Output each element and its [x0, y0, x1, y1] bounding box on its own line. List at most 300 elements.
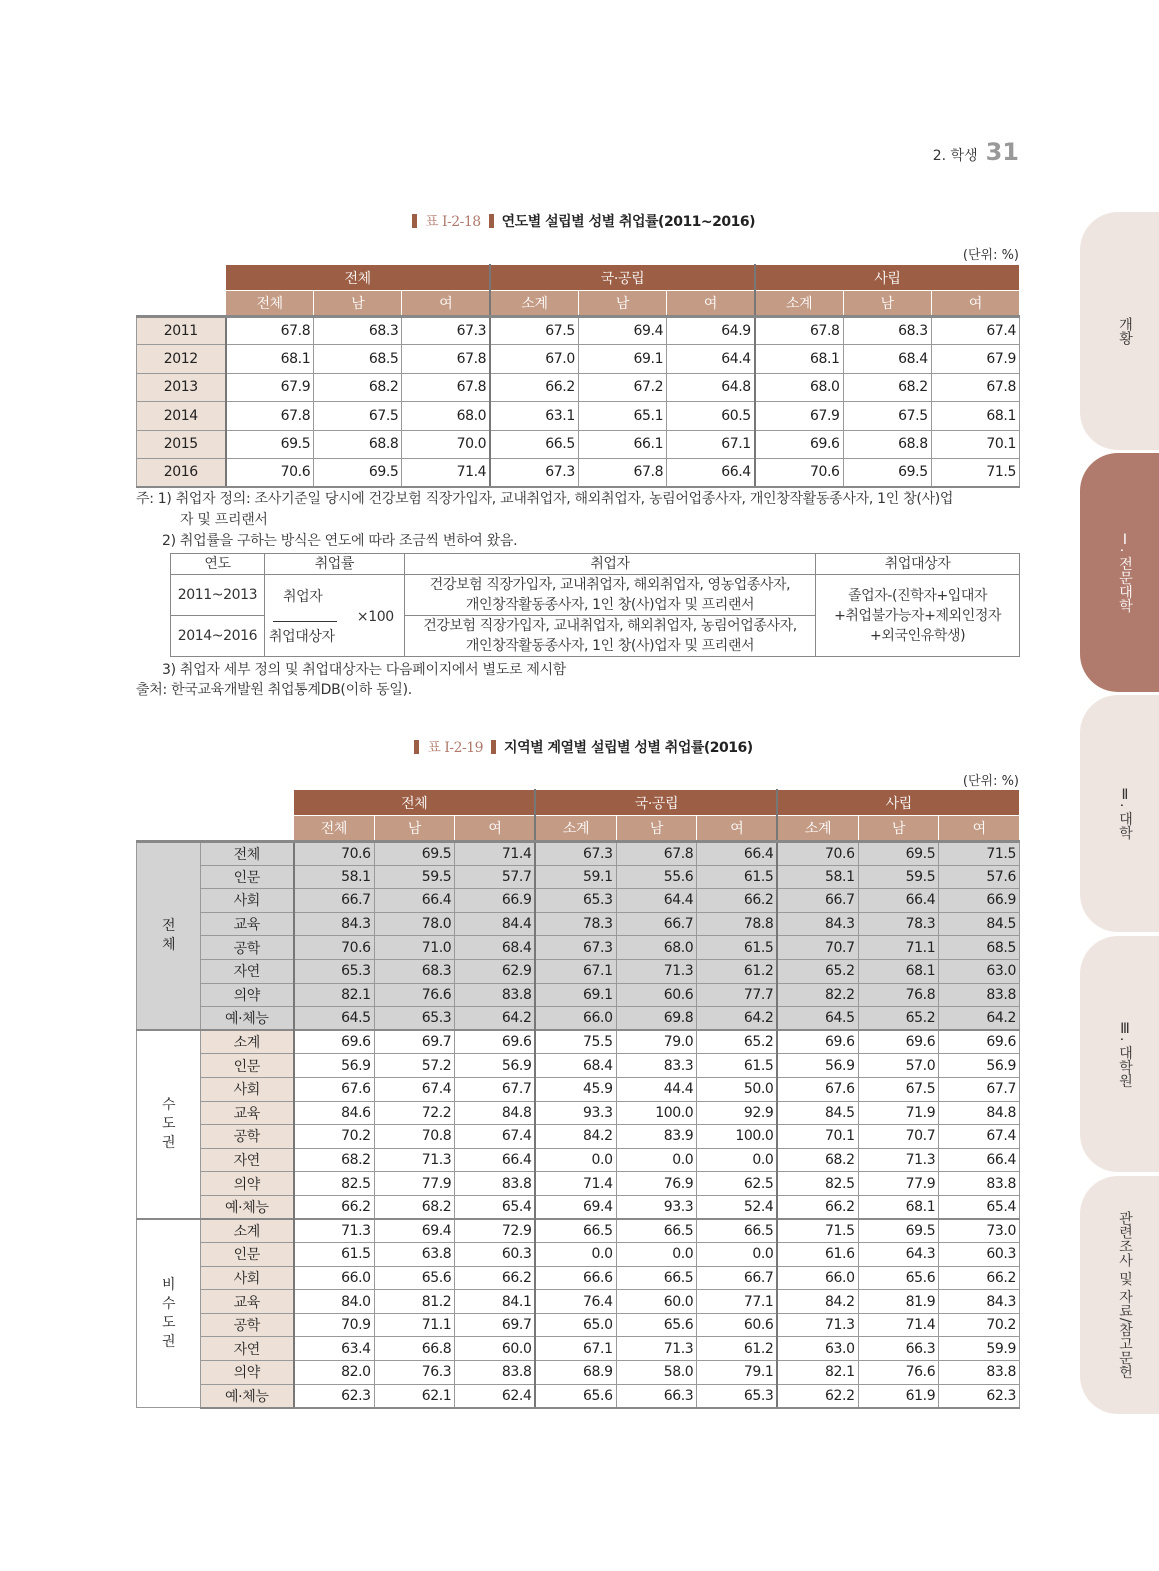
value-cell: 67.6: [294, 1077, 375, 1101]
value-cell: 69.5: [314, 458, 402, 486]
value-cell: 66.0: [535, 1007, 616, 1031]
source-note: 출처: 한국교육개발원 취업통계DB(이하 동일).: [136, 682, 412, 698]
value-cell: 84.2: [777, 1290, 858, 1314]
value-cell: 60.6: [697, 1313, 778, 1337]
value-cell: 67.8: [578, 458, 666, 486]
value-cell: 65.6: [374, 1266, 455, 1290]
value-cell: 84.2: [535, 1125, 616, 1149]
employed-def-2: [404, 616, 815, 657]
value-cell: 77.9: [858, 1172, 939, 1196]
column-header: 남: [374, 816, 455, 842]
note1-line1: 주: 1) 취업자 정의: 조사기준일 당시에 건강보험 직장가입자, 교내취업자, 해외취업자, 농림어업종사자, 개인창작활동종사자, 1인 창(사)업: [136, 491, 954, 507]
value-cell: 70.6: [777, 842, 858, 866]
value-cell: 67.4: [931, 317, 1019, 345]
formula-denominator: 취업대상자: [268, 629, 335, 645]
table1-unit: (단위: %): [962, 248, 1019, 263]
value-cell: 68.1: [755, 345, 843, 373]
value-cell: 65.3: [535, 889, 616, 913]
side-tab-5[interactable]: [1080, 1176, 1159, 1414]
value-cell: 84.8: [455, 1101, 536, 1125]
value-cell: 56.9: [294, 1054, 375, 1078]
field-label: 자연: [201, 1148, 294, 1172]
value-cell: 59.1: [535, 865, 616, 889]
value-cell: 76.6: [858, 1361, 939, 1385]
value-cell: 58.1: [294, 865, 375, 889]
caption-bar-left: [414, 740, 419, 754]
side-tab-label: Ⅰ. 전문대학: [1117, 532, 1133, 613]
value-cell: 77.9: [374, 1172, 455, 1196]
value-cell: 66.4: [939, 1148, 1020, 1172]
value-cell: 68.0: [755, 373, 843, 401]
value-cell: 60.5: [667, 402, 755, 430]
value-cell: 68.3: [843, 317, 931, 345]
inner-header-target: 취업대상자: [816, 554, 1020, 575]
value-cell: 64.2: [455, 1007, 536, 1031]
value-cell: 65.2: [858, 1007, 939, 1031]
side-tab-3[interactable]: [1080, 695, 1159, 932]
value-cell: 75.5: [535, 1030, 616, 1054]
field-label: 인문: [201, 865, 294, 889]
value-cell: 66.1: [578, 430, 666, 458]
table-row: [137, 1290, 1020, 1314]
employed-def-1-line1: 건강보험 직장가입자, 교내취업자, 해외취업자, 영농업종사자,: [429, 577, 791, 593]
value-cell: 69.6: [939, 1030, 1020, 1054]
page-header: [933, 138, 1019, 166]
column-header: 남: [843, 291, 931, 317]
value-cell: 83.8: [939, 983, 1020, 1007]
value-cell: 56.9: [777, 1054, 858, 1078]
target-def-line2: +취업불가능자+제외인정자: [834, 607, 1002, 624]
value-cell: 66.7: [697, 1266, 778, 1290]
value-cell: 55.6: [616, 865, 697, 889]
value-cell: 82.1: [777, 1361, 858, 1385]
value-cell: 71.3: [616, 959, 697, 983]
field-label: 공학: [201, 1125, 294, 1149]
value-cell: 69.5: [226, 430, 314, 458]
value-cell: 67.3: [535, 936, 616, 960]
value-cell: 70.7: [777, 936, 858, 960]
value-cell: 68.8: [314, 430, 402, 458]
value-cell: 62.3: [294, 1384, 375, 1408]
value-cell: 65.3: [374, 1007, 455, 1031]
value-cell: 60.3: [455, 1243, 536, 1267]
value-cell: 62.5: [697, 1172, 778, 1196]
value-cell: 63.0: [939, 959, 1020, 983]
value-cell: 71.3: [616, 1337, 697, 1361]
value-cell: 65.3: [697, 1384, 778, 1408]
value-cell: 68.9: [535, 1361, 616, 1385]
value-cell: 70.0: [402, 430, 490, 458]
value-cell: 83.8: [939, 1361, 1020, 1385]
value-cell: 67.8: [226, 317, 314, 345]
value-cell: 68.5: [314, 345, 402, 373]
year-label: 2012: [137, 345, 226, 373]
value-cell: 69.5: [858, 1219, 939, 1243]
value-cell: 79.0: [616, 1030, 697, 1054]
value-cell: 64.3: [858, 1243, 939, 1267]
value-cell: 66.4: [374, 889, 455, 913]
value-cell: 65.6: [858, 1266, 939, 1290]
value-cell: 66.7: [294, 889, 375, 913]
formula-table: [170, 553, 1020, 657]
inner-header-year: 연도: [171, 554, 265, 575]
value-cell: 69.6: [858, 1030, 939, 1054]
value-cell: 67.7: [939, 1077, 1020, 1101]
value-cell: 71.4: [455, 842, 536, 866]
note2: 2) 취업률을 구하는 방식은 연도에 따라 조금씩 변하여 왔음.: [162, 533, 518, 549]
value-cell: 70.6: [226, 458, 314, 486]
table1-title: 연도별 설립별 성별 취업률(2011~2016): [501, 214, 756, 230]
value-cell: 67.3: [535, 842, 616, 866]
employed-def-1: [404, 575, 815, 616]
value-cell: 62.2: [777, 1384, 858, 1408]
value-cell: 84.3: [777, 912, 858, 936]
column-header: 여: [667, 291, 755, 317]
table-row: [137, 373, 1020, 401]
value-cell: 61.2: [697, 959, 778, 983]
value-cell: 84.4: [455, 912, 536, 936]
value-cell: 68.4: [455, 936, 536, 960]
value-cell: 64.5: [294, 1007, 375, 1031]
value-cell: 77.1: [697, 1290, 778, 1314]
value-cell: 64.5: [777, 1007, 858, 1031]
value-cell: 68.0: [616, 936, 697, 960]
value-cell: 68.4: [535, 1054, 616, 1078]
value-cell: 83.8: [455, 1172, 536, 1196]
value-cell: 67.8: [931, 373, 1019, 401]
table-row: [137, 983, 1020, 1007]
value-cell: 100.0: [697, 1125, 778, 1149]
table-row: [137, 1266, 1020, 1290]
value-cell: 60.3: [939, 1243, 1020, 1267]
column-header: 여: [939, 816, 1020, 842]
value-cell: 66.9: [939, 889, 1020, 913]
value-cell: 66.5: [616, 1219, 697, 1243]
value-cell: 100.0: [616, 1101, 697, 1125]
group-header: 국·공립: [490, 265, 755, 291]
value-cell: 67.3: [490, 458, 578, 486]
value-cell: 68.2: [314, 373, 402, 401]
field-label: 예·체능: [201, 1195, 294, 1219]
value-cell: 72.9: [455, 1219, 536, 1243]
field-label: 의약: [201, 983, 294, 1007]
value-cell: 76.6: [374, 983, 455, 1007]
value-cell: 67.8: [402, 345, 490, 373]
table-row: [137, 1172, 1020, 1196]
column-header: 전체: [294, 816, 375, 842]
value-cell: 44.4: [616, 1077, 697, 1101]
value-cell: 67.5: [314, 402, 402, 430]
value-cell: 66.4: [697, 842, 778, 866]
value-cell: 66.2: [455, 1266, 536, 1290]
rate-formula: [264, 575, 404, 657]
table-row: [137, 842, 1020, 866]
value-cell: 68.8: [843, 430, 931, 458]
formula-numerator: 취업자: [282, 589, 323, 605]
side-tab-label: 관련조사 및 자료/참고문헌: [1117, 1211, 1133, 1379]
value-cell: 67.4: [374, 1077, 455, 1101]
inner-header-employed: 취업자: [404, 554, 815, 575]
value-cell: 58.0: [616, 1361, 697, 1385]
value-cell: 69.1: [535, 983, 616, 1007]
value-cell: 71.5: [777, 1219, 858, 1243]
value-cell: 83.8: [455, 1361, 536, 1385]
value-cell: 66.0: [294, 1266, 375, 1290]
value-cell: 61.5: [697, 865, 778, 889]
value-cell: 65.4: [939, 1195, 1020, 1219]
value-cell: 68.0: [402, 402, 490, 430]
value-cell: 65.2: [777, 959, 858, 983]
value-cell: 66.4: [455, 1148, 536, 1172]
table2-code: 표 Ⅰ-2-19: [427, 740, 484, 756]
value-cell: 60.0: [455, 1337, 536, 1361]
table1: [136, 264, 1020, 488]
value-cell: 67.2: [578, 373, 666, 401]
value-cell: 65.0: [535, 1313, 616, 1337]
value-cell: 71.4: [402, 458, 490, 486]
value-cell: 66.8: [374, 1337, 455, 1361]
value-cell: 82.0: [294, 1361, 375, 1385]
side-tab-label: Ⅱ. 대학: [1117, 787, 1133, 840]
value-cell: 63.1: [490, 402, 578, 430]
table-row: [137, 345, 1020, 373]
value-cell: 67.9: [226, 373, 314, 401]
section-label: 2. 학생: [932, 148, 978, 164]
column-header: 소계: [755, 291, 843, 317]
value-cell: 66.0: [777, 1266, 858, 1290]
value-cell: 69.5: [374, 842, 455, 866]
column-header: 남: [578, 291, 666, 317]
formula-multiplier: ×100: [356, 609, 394, 625]
side-tab-label: 개황: [1117, 317, 1133, 345]
value-cell: 52.4: [697, 1195, 778, 1219]
value-cell: 81.9: [858, 1290, 939, 1314]
caption-bar-right: [489, 214, 494, 228]
value-cell: 65.4: [455, 1195, 536, 1219]
value-cell: 83.9: [616, 1125, 697, 1149]
value-cell: 66.2: [939, 1266, 1020, 1290]
value-cell: 61.6: [777, 1243, 858, 1267]
field-label: 전체: [201, 842, 294, 866]
value-cell: 65.3: [294, 959, 375, 983]
value-cell: 84.3: [294, 912, 375, 936]
side-tab-4[interactable]: [1080, 936, 1159, 1172]
value-cell: 61.5: [697, 936, 778, 960]
value-cell: 82.5: [777, 1172, 858, 1196]
value-cell: 70.9: [294, 1313, 375, 1337]
value-cell: 68.4: [843, 345, 931, 373]
value-cell: 69.6: [294, 1030, 375, 1054]
value-cell: 66.4: [858, 889, 939, 913]
year-label: 2016: [137, 458, 226, 486]
table-row: [137, 1148, 1020, 1172]
year-label: 2011: [137, 317, 226, 345]
value-cell: 67.5: [843, 402, 931, 430]
value-cell: 66.7: [616, 912, 697, 936]
value-cell: 71.4: [858, 1313, 939, 1337]
value-cell: 68.2: [374, 1195, 455, 1219]
column-header: 여: [697, 816, 778, 842]
value-cell: 70.2: [939, 1313, 1020, 1337]
value-cell: 69.6: [455, 1030, 536, 1054]
value-cell: 61.2: [697, 1337, 778, 1361]
value-cell: 67.3: [402, 317, 490, 345]
value-cell: 78.3: [535, 912, 616, 936]
table1-code: 표 Ⅰ-2-18: [424, 214, 481, 230]
year-label: 2014: [137, 402, 226, 430]
value-cell: 73.0: [939, 1219, 1020, 1243]
value-cell: 68.1: [931, 402, 1019, 430]
side-tab-1[interactable]: [1080, 212, 1159, 450]
table2-title: 지역별 계열별 설립별 성별 취업률(2016): [504, 740, 753, 756]
value-cell: 70.1: [931, 430, 1019, 458]
value-cell: 0.0: [616, 1148, 697, 1172]
value-cell: 70.8: [374, 1125, 455, 1149]
value-cell: 64.9: [667, 317, 755, 345]
field-label: 자연: [201, 1337, 294, 1361]
value-cell: 70.6: [294, 936, 375, 960]
value-cell: 83.8: [939, 1172, 1020, 1196]
value-cell: 71.3: [777, 1313, 858, 1337]
period-2011-2013: 2011~2013: [171, 575, 265, 616]
header-blank: [137, 265, 226, 317]
column-header: 여: [455, 816, 536, 842]
value-cell: 69.7: [455, 1313, 536, 1337]
value-cell: 67.1: [535, 959, 616, 983]
column-header: 남: [858, 816, 939, 842]
note3: 3) 취업자 세부 정의 및 취업대상자는 다음페이지에서 별도로 제시함: [162, 662, 567, 678]
value-cell: 71.3: [294, 1219, 375, 1243]
column-header: 여: [931, 291, 1019, 317]
value-cell: 67.5: [858, 1077, 939, 1101]
value-cell: 84.3: [939, 1290, 1020, 1314]
fraction-line: [273, 621, 337, 622]
value-cell: 76.8: [858, 983, 939, 1007]
table-row: [137, 936, 1020, 960]
target-def: [816, 575, 1020, 657]
value-cell: 70.7: [858, 1125, 939, 1149]
period-2014-2016: 2014~2016: [171, 616, 265, 657]
column-header: 남: [314, 291, 402, 317]
field-label: 예·체능: [201, 1384, 294, 1408]
note1: [136, 489, 953, 552]
value-cell: 84.5: [939, 912, 1020, 936]
field-label: 인문: [201, 1054, 294, 1078]
group-header: 사립: [777, 790, 1019, 816]
value-cell: 69.4: [374, 1219, 455, 1243]
value-cell: 65.2: [697, 1030, 778, 1054]
caption-bar-right: [491, 740, 496, 754]
field-label: 사회: [201, 1266, 294, 1290]
column-header: 소계: [777, 816, 858, 842]
table-row: [137, 1337, 1020, 1361]
table-row: [137, 1007, 1020, 1031]
field-label: 예·체능: [201, 1007, 294, 1031]
field-label: 사회: [201, 1077, 294, 1101]
value-cell: 71.5: [939, 842, 1020, 866]
value-cell: 65.1: [578, 402, 666, 430]
value-cell: 79.1: [697, 1361, 778, 1385]
value-cell: 66.7: [777, 889, 858, 913]
value-cell: 67.5: [490, 317, 578, 345]
field-label: 교육: [201, 1101, 294, 1125]
value-cell: 68.3: [374, 959, 455, 983]
value-cell: 67.8: [402, 373, 490, 401]
group-header: 전체: [294, 790, 536, 816]
value-cell: 71.3: [374, 1148, 455, 1172]
value-cell: 83.8: [455, 983, 536, 1007]
field-label: 사회: [201, 889, 294, 913]
table2: [136, 789, 1020, 1409]
field-label: 소계: [201, 1219, 294, 1243]
value-cell: 64.2: [697, 1007, 778, 1031]
value-cell: 57.2: [374, 1054, 455, 1078]
value-cell: 56.9: [455, 1054, 536, 1078]
table-row: [137, 1054, 1020, 1078]
field-label: 인문: [201, 1243, 294, 1267]
value-cell: 66.5: [535, 1219, 616, 1243]
column-header: 전체: [226, 291, 314, 317]
value-cell: 68.3: [314, 317, 402, 345]
value-cell: 69.7: [374, 1030, 455, 1054]
value-cell: 67.0: [490, 345, 578, 373]
field-label: 자연: [201, 959, 294, 983]
table-row: [137, 1195, 1020, 1219]
value-cell: 67.4: [455, 1125, 536, 1149]
value-cell: 67.9: [755, 402, 843, 430]
table-row: [137, 1313, 1020, 1337]
value-cell: 82.5: [294, 1172, 375, 1196]
value-cell: 83.3: [616, 1054, 697, 1078]
value-cell: 0.0: [697, 1148, 778, 1172]
value-cell: 64.4: [667, 345, 755, 373]
value-cell: 84.6: [294, 1101, 375, 1125]
value-cell: 92.9: [697, 1101, 778, 1125]
value-cell: 59.9: [939, 1337, 1020, 1361]
value-cell: 67.1: [535, 1337, 616, 1361]
value-cell: 66.9: [455, 889, 536, 913]
value-cell: 59.5: [374, 865, 455, 889]
field-label: 의약: [201, 1172, 294, 1196]
value-cell: 63.8: [374, 1243, 455, 1267]
value-cell: 70.6: [294, 842, 375, 866]
value-cell: 68.5: [939, 936, 1020, 960]
value-cell: 68.1: [858, 959, 939, 983]
value-cell: 71.5: [931, 458, 1019, 486]
value-cell: 59.5: [858, 865, 939, 889]
value-cell: 58.1: [777, 865, 858, 889]
table-row: [137, 1077, 1020, 1101]
value-cell: 66.5: [490, 430, 578, 458]
value-cell: 81.2: [374, 1290, 455, 1314]
column-header: 여: [402, 291, 490, 317]
value-cell: 71.4: [535, 1172, 616, 1196]
value-cell: 84.1: [455, 1290, 536, 1314]
table-row: [137, 1243, 1020, 1267]
value-cell: 66.2: [490, 373, 578, 401]
side-tab-2[interactable]: [1080, 453, 1159, 692]
value-cell: 0.0: [535, 1243, 616, 1267]
value-cell: 0.0: [535, 1148, 616, 1172]
region-label: 비 수 도 권: [137, 1219, 201, 1408]
value-cell: 50.0: [697, 1077, 778, 1101]
value-cell: 69.8: [616, 1007, 697, 1031]
table-row: [137, 430, 1020, 458]
value-cell: 68.1: [858, 1195, 939, 1219]
value-cell: 84.8: [939, 1101, 1020, 1125]
table-row: [137, 1384, 1020, 1408]
value-cell: 57.6: [939, 865, 1020, 889]
